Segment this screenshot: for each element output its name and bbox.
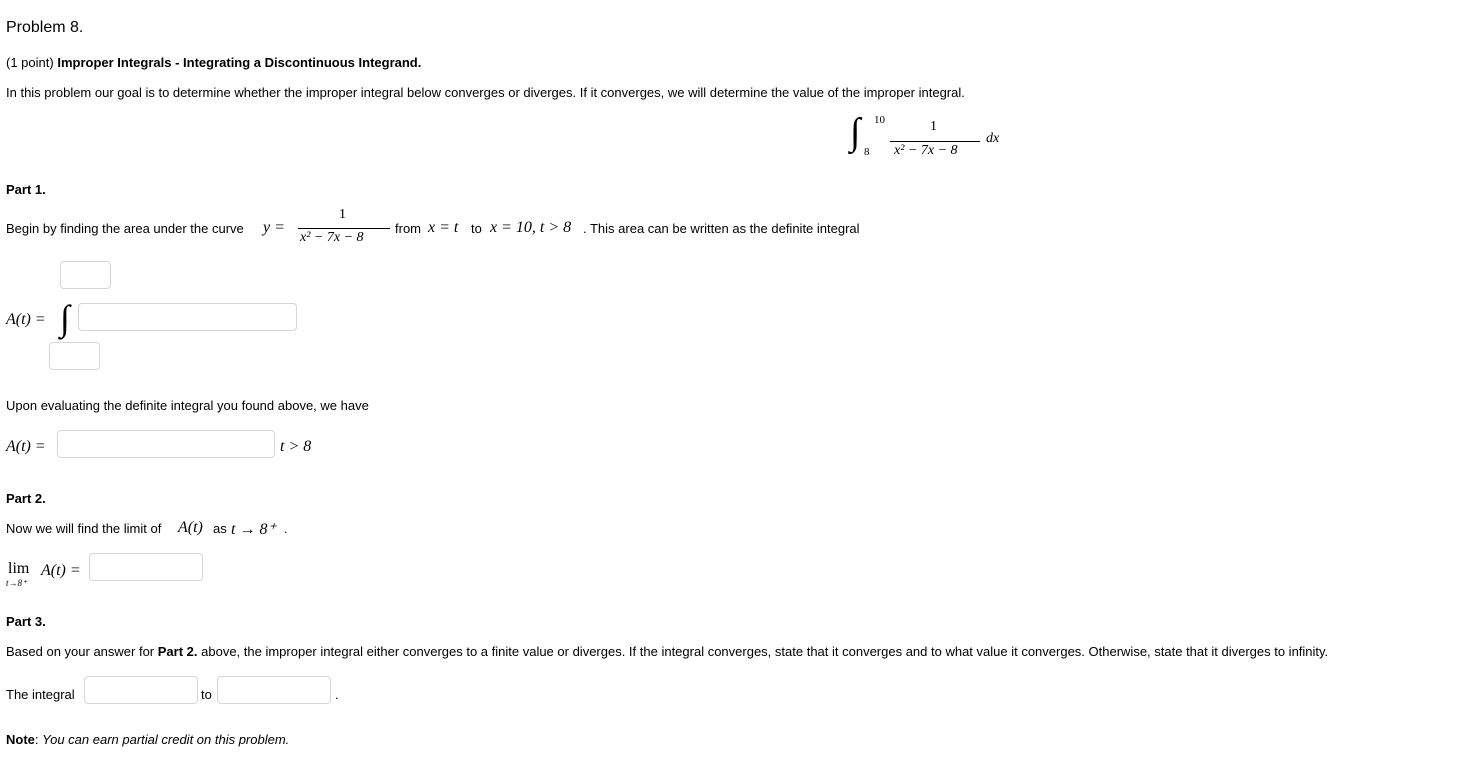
integral-denominator: x² − 7x − 8 [894, 143, 958, 158]
part2-period: . [284, 521, 288, 536]
integral-lower-limit: 8 [864, 146, 870, 158]
integral-upper-limit: 10 [874, 114, 885, 126]
part2-expr: A(t) [178, 519, 203, 536]
part1-text-after: . This area can be written as the definite integral [583, 221, 860, 236]
note [6, 732, 289, 747]
lim-subscript: t→8⁺ [6, 578, 27, 588]
converges-value-input[interactable] [217, 676, 331, 704]
problem-intro [6, 55, 421, 70]
part1-frac-bar [298, 228, 390, 229]
note-text: You can earn partial credit on this problem. [42, 732, 290, 747]
part3-text-before: Based on your answer for [6, 644, 155, 659]
integral-fraction-bar [890, 141, 980, 142]
part2-text: Now we will find the limit of [6, 521, 162, 536]
integral-dx: dx [986, 131, 1000, 146]
part1-cond1: x = t [428, 219, 459, 236]
limit-answer-input[interactable] [89, 553, 203, 581]
part2-limit-expr: t → 8⁺ [231, 521, 276, 538]
displayed-integral [850, 112, 1010, 162]
points-label: (1 point) [6, 55, 54, 70]
problem-title: Problem 8. [6, 19, 84, 36]
to-label: to [201, 687, 212, 702]
note-colon: : [34, 732, 39, 747]
integrand-input[interactable] [78, 303, 297, 331]
part1-text-to: to [471, 221, 482, 236]
eval-condition: t > 8 [280, 438, 312, 455]
part1-y-equals: y = [263, 219, 285, 236]
lim-expression: A(t) = [41, 562, 81, 579]
upper-limit-input[interactable] [60, 261, 111, 289]
problem-statement: In this problem our goal is to determine whether the improper integral below converges or diverges. If it converges, we will determine the value of the improper integral. [6, 85, 965, 100]
integral-numerator: 1 [930, 119, 937, 134]
part3-heading: Part 3. [6, 614, 46, 629]
part1-text-from: from [395, 221, 421, 236]
part3-text-bold: Part 2. [157, 644, 198, 659]
part2-heading: Part 2. [6, 491, 46, 506]
part1-frac-numerator: 1 [339, 207, 346, 222]
a-of-t-label: A(t) = [6, 311, 46, 328]
note-label: Note [6, 732, 35, 747]
eval-text: Upon evaluating the definite integral you found above, we have [6, 398, 369, 413]
eval-a-of-t-label: A(t) = [6, 438, 46, 455]
part1-cond2: x = 10, t > 8 [490, 219, 572, 236]
integral-sign: ∫ [850, 111, 861, 153]
a-of-t-answer-input[interactable] [57, 430, 275, 458]
part1-frac-denominator: x² − 7x − 8 [300, 230, 364, 245]
lower-limit-input[interactable] [49, 342, 100, 370]
the-integral-label: The integral [6, 687, 75, 702]
part3-text-after: above, the improper integral either converges to a finite value or diverges. If the integral converges, state that it converges and to what value it converges. Otherwise, state that it diverges to infinity. [201, 644, 1329, 659]
lim-label: lim [8, 560, 30, 577]
converges-diverges-input[interactable] [84, 676, 198, 704]
part1-text-before: Begin by finding the area under the curve [6, 221, 244, 236]
part3-period: . [335, 687, 339, 702]
part2-as: as [213, 521, 227, 536]
a-integral-sign: ∫ [60, 298, 70, 338]
part3-text [6, 644, 1328, 659]
topic-title: Improper Integrals - Integrating a Discontinuous Integrand. [57, 55, 422, 70]
part1-heading: Part 1. [6, 182, 46, 197]
